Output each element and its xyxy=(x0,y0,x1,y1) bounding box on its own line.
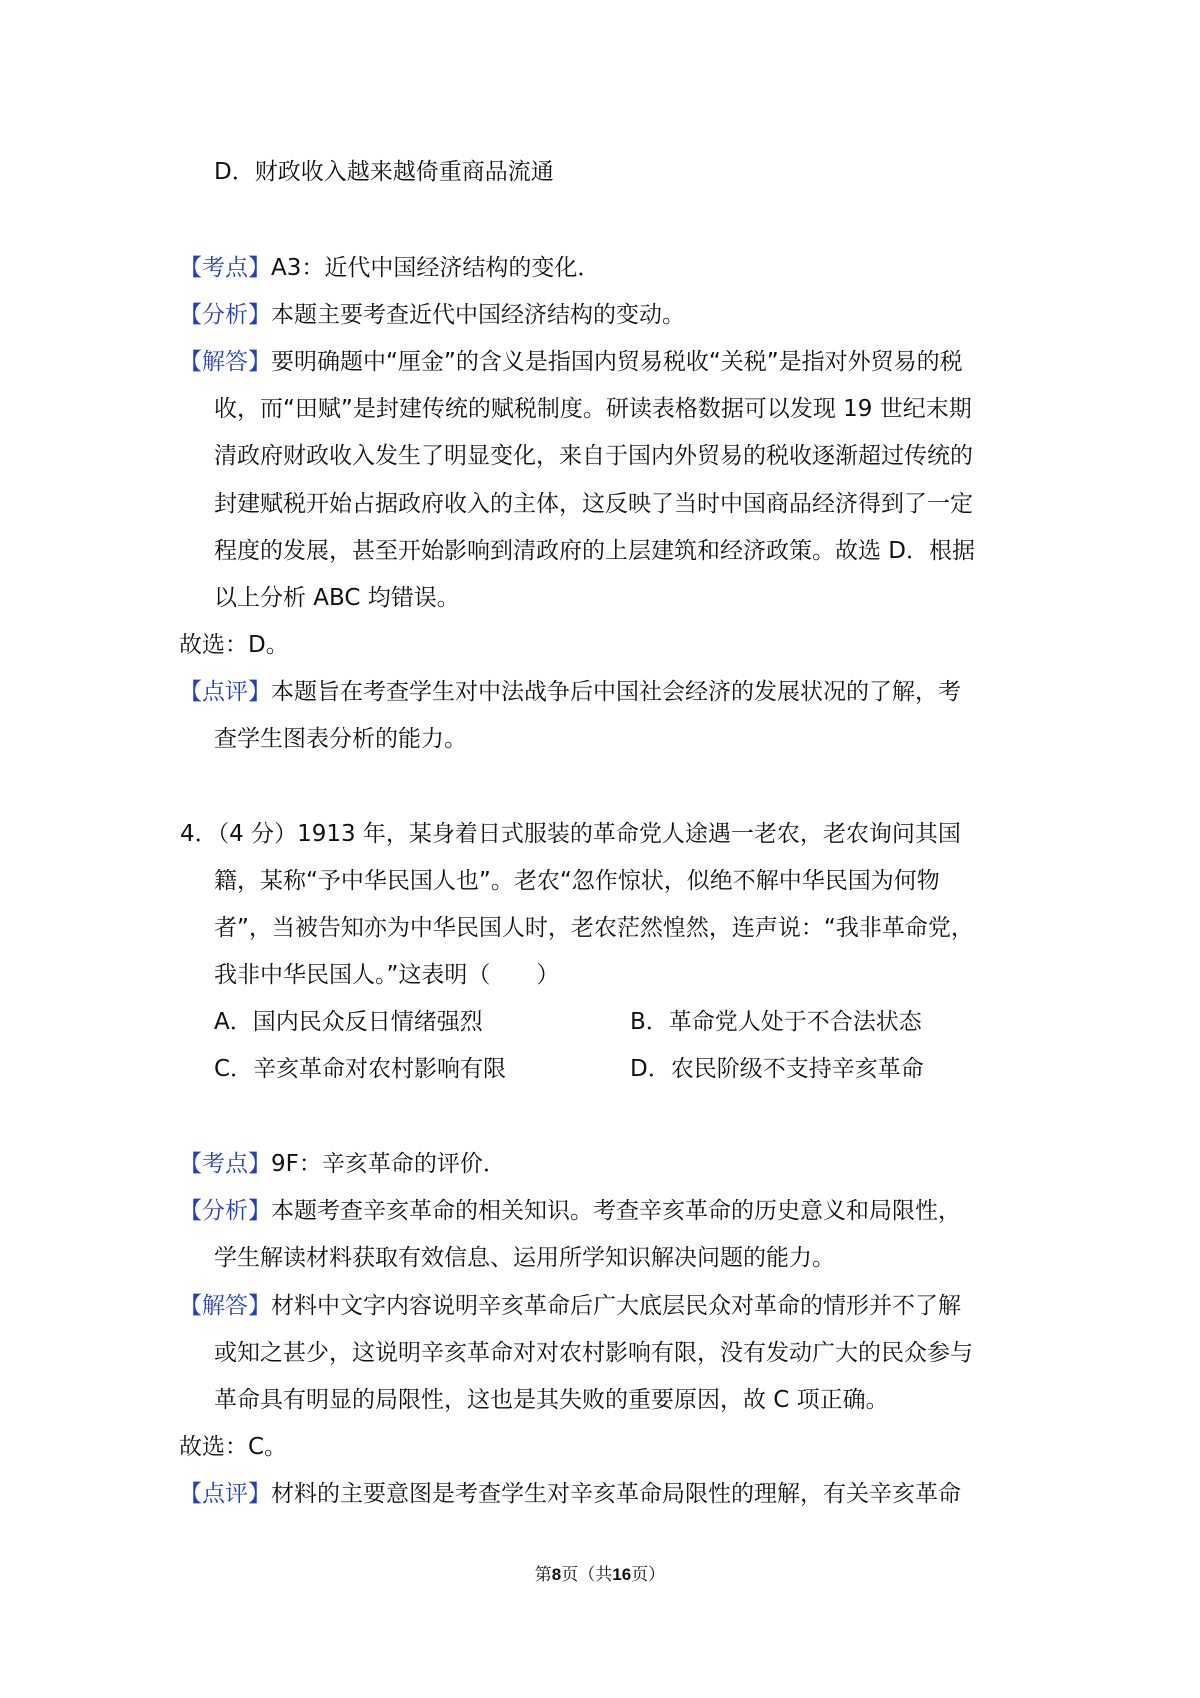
q4-fenxi xyxy=(179,1195,961,1227)
jieda-line: 以上分析 ABC 均错误。 xyxy=(214,585,460,611)
jieda-line: 程度的发展，甚至开始影响到清政府的上层建筑和经济政策。故选 D．根据 xyxy=(214,538,976,564)
q4-kaodian xyxy=(179,1148,506,1180)
q3-guxuan: 故选：D。 xyxy=(179,632,289,658)
q3-fenxi xyxy=(179,299,685,331)
q4-jieda xyxy=(179,1290,961,1322)
dianping-line: 本题旨在考查学生对中法战争后中国社会经济的发展状况的了解，考 xyxy=(271,679,961,705)
kaodian-text: A3：近代中国经济结构的变化． xyxy=(271,255,601,281)
dianping-line: 查学生图表分析的能力。 xyxy=(214,726,467,752)
kaodian-text: 9F：辛亥革命的评价． xyxy=(271,1151,506,1177)
q4-stem-line: 籍，某称“予中华民国人也”。老农“忽作惊状，似绝不解中华民国为何物 xyxy=(214,868,940,894)
kaodian-tag: 【考点】 xyxy=(179,1151,271,1177)
q4-option-d: D．农民阶级不支持辛亥革命 xyxy=(630,1056,924,1082)
jieda-tag: 【解答】 xyxy=(179,349,271,375)
q4-option-a: A．国内民众反日情绪强烈 xyxy=(214,1009,483,1035)
jieda-line: 收，而“田赋”是封建传统的赋税制度。研读表格数据可以发现 19 世纪末期 xyxy=(214,396,972,422)
total-pages: 16 xyxy=(612,1565,632,1584)
q3-jieda xyxy=(179,346,963,378)
q3-option-d: D．财政收入越来越倚重商品流通 xyxy=(214,159,554,185)
q4-stem-line: 者”，当被告知亦为中华民国人时，老农茫然惶然，连声说：“我非革命党， xyxy=(214,915,974,941)
jieda-line: 清政府财政收入发生了明显变化，来自于国内外贸易的税收逐渐超过传统的 xyxy=(214,443,973,469)
q4-stem-line: 4．（4 分）1913 年，某身着日式服装的革命党人途遇一老农，老农询问其国 xyxy=(180,821,961,847)
fenxi-tag: 【分析】 xyxy=(179,302,271,328)
fenxi-line: 学生解读材料获取有效信息、运用所学知识解决问题的能力。 xyxy=(214,1245,835,1271)
q3-kaodian xyxy=(179,252,600,284)
jieda-line: 或知之甚少，这说明辛亥革命对对农村影响有限，没有发动广大的民众参与 xyxy=(214,1340,973,1366)
dianping-tag: 【点评】 xyxy=(179,1481,271,1507)
q4-stem-line: 我非中华民国人。”这表明（ ） xyxy=(214,962,560,988)
footer-suffix: 页） xyxy=(631,1565,666,1585)
q4-option-c: C．辛亥革命对农村影响有限 xyxy=(214,1056,507,1082)
jieda-line: 材料中文字内容说明辛亥革命后广大底层民众对革命的情形并不了解 xyxy=(271,1293,961,1319)
q4-dianping xyxy=(179,1478,961,1510)
footer-middle: 页（共 xyxy=(561,1565,613,1585)
fenxi-text: 本题主要考查近代中国经济结构的变动。 xyxy=(271,302,685,328)
jieda-tag: 【解答】 xyxy=(179,1293,271,1319)
q4-option-b: B．革命党人处于不合法状态 xyxy=(630,1009,922,1035)
footer-prefix: 第 xyxy=(534,1565,552,1585)
dianping-text: 材料的主要意图是考查学生对辛亥革命局限性的理解，有关辛亥革命 xyxy=(271,1481,961,1507)
jieda-line: 要明确题中“厘金”的含义是指国内贸易税收“关税”是指对外贸易的税 xyxy=(271,349,963,375)
jieda-line: 封建赋税开始占据政府收入的主体，这反映了当时中国商品经济得到了一定 xyxy=(214,491,973,517)
q3-dianping xyxy=(179,676,961,708)
page-footer xyxy=(0,1560,1200,1585)
page-number: 8 xyxy=(551,1565,562,1584)
fenxi-line: 本题考查辛亥革命的相关知识。考查辛亥革命的历史意义和局限性， xyxy=(271,1198,961,1224)
jieda-line: 革命具有明显的局限性，这也是其失败的重要原因，故 C 项正确。 xyxy=(214,1387,889,1413)
q4-guxuan: 故选：C。 xyxy=(179,1434,288,1460)
kaodian-tag: 【考点】 xyxy=(179,255,271,281)
fenxi-tag: 【分析】 xyxy=(179,1198,271,1224)
dianping-tag: 【点评】 xyxy=(179,679,271,705)
